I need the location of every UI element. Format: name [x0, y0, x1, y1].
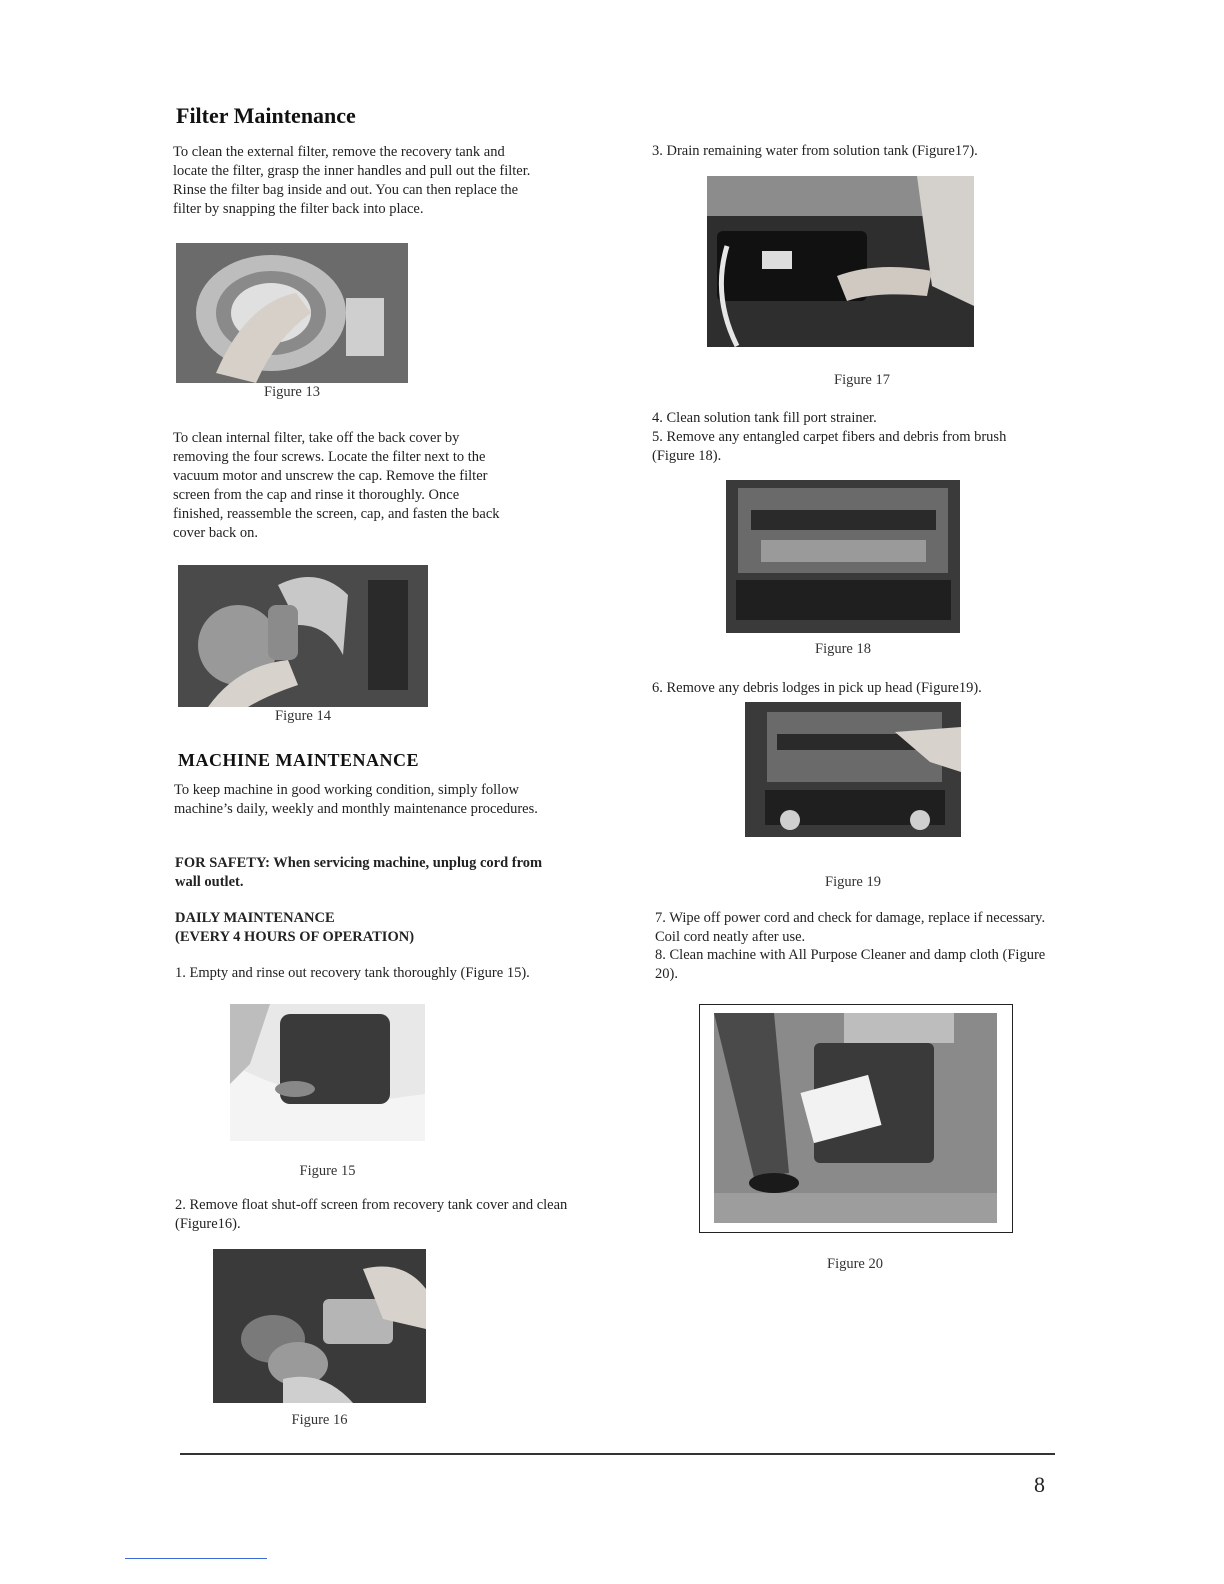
step-8: 8. Clean machine with All Purpose Cleaner and damp cloth (Figure 20).	[655, 947, 1046, 982]
daily-maintenance-subheading: (EVERY 4 HOURS OF OPERATION)	[175, 929, 415, 945]
figure-15-photo	[230, 1004, 425, 1141]
figure-20-caption: Figure 20	[827, 1256, 883, 1272]
filter-maintenance-heading: Filter Maintenance	[176, 103, 356, 128]
safety-warning: FOR SAFETY: When servicing machine, unplug cord from wall outlet.	[175, 855, 543, 890]
figure-17-caption: Figure 17	[834, 372, 890, 388]
daily-maintenance-heading: DAILY MAINTENANCE	[175, 910, 335, 926]
machine-maintenance-heading: MACHINE MAINTENANCE	[178, 750, 420, 770]
step-5: 5. Remove any entangled carpet fibers and debris from brush (Figure 18).	[652, 429, 1007, 464]
step-1: 1. Empty and rinse out recovery tank thoroughly (Figure 15).	[175, 965, 530, 981]
step-4: 4. Clean solution tank fill port strainer.	[652, 410, 877, 426]
figure-19-photo	[745, 702, 961, 837]
figure-16-photo	[213, 1249, 426, 1403]
machine-maintenance-paragraph: To keep machine in good working condition, simply follow machine’s daily, weekly and monthly maintenance procedures.	[174, 782, 538, 817]
step-2: 2. Remove float shut-off screen from recovery tank cover and clean (Figure16).	[175, 1197, 568, 1232]
step-3: 3. Drain remaining water from solution tank (Figure17).	[652, 143, 978, 159]
figure-14-caption: Figure 14	[275, 708, 331, 724]
external-filter-paragraph: To clean the external filter, remove the recovery tank and locate the filter, grasp the inner handles and pull out the filter. Rinse the filter bag inside and out. You can then replace the filter by snapping the filter back into place.	[173, 144, 531, 217]
figure-13-caption: Figure 13	[264, 384, 320, 400]
figure-20-photo	[714, 1013, 997, 1223]
figure-14-photo	[178, 565, 428, 707]
footer-rule	[180, 1453, 1055, 1455]
figure-13-photo	[176, 243, 408, 383]
figure-19-caption: Figure 19	[825, 874, 881, 890]
footnote-link-line	[125, 1558, 267, 1559]
internal-filter-paragraph: To clean internal filter, take off the back cover by removing the four screws. Locate the filter next to the vacuum motor and unscrew the cap. Remove the filter screen from the cap and rinse it thoroughly. Once finished, reassemble the screen, cap, and fasten the back cover back on.	[173, 430, 500, 541]
step-6: 6. Remove any debris lodges in pick up head (Figure19).	[652, 680, 982, 696]
figure-18-caption: Figure 18	[815, 641, 871, 657]
step-7: 7. Wipe off power cord and check for damage, replace if necessary. Coil cord neatly after use.	[655, 910, 1046, 945]
figure-15-caption: Figure 15	[299, 1163, 356, 1179]
figure-16-caption: Figure 16	[291, 1412, 348, 1428]
figure-17-photo	[707, 176, 974, 347]
figure-18-photo	[726, 480, 960, 633]
page-number: 8	[1034, 1472, 1045, 1497]
